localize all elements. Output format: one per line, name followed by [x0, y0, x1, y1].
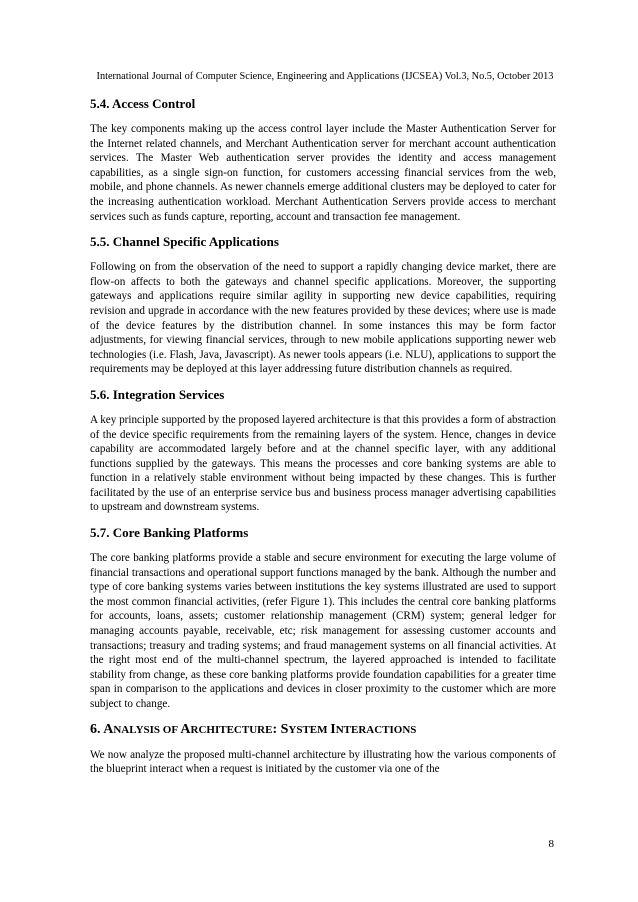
major-section-paragraph: We now analyze the proposed multi-channel architecture by illustrating how the various components of the blueprint interact when a request is initiated by the customer via one of the — [90, 748, 556, 776]
major-section-heading — [90, 722, 556, 738]
page-content — [90, 96, 556, 787]
running-header: International Journal of Computer Science, Engineering and Applications (IJCSEA) Vol.3, No.5, October 2013 — [96, 71, 554, 82]
section-paragraph-integration-services: A key principle supported by the proposed layered architecture is that this provides a form of abstraction of the device specific requirements from the remaining layers of the system. Hence, changes in device capability are accommodated largely before and at the channel specific layer, with any additional functions supplied by the gateways. This means the processes and core banking systems are able to function in a relatively stable environment without being impacted by these changes. This is further facilitated by the use of an enterprise service bus and business process manager advertising capabilities to upstream and downstream systems. — [90, 413, 556, 514]
section-paragraph-access-control: The key components making up the access control layer include the Master Authentication Server for the Internet related channels, and Merchant Authentication server for merchant account authentication services. The Master Web authentication server provides the identity and access management capabilities, as a single sign-on function, for customers accessing financial services from the web, mobile, and phone channels. As newer channels emerge additional clusters may be deployed to cater for the increasing authentication workload. Merchant Authentication Servers provide access to merchant services such as funds capture, reporting, account and transaction fee management. — [90, 123, 556, 223]
heading-rest-4: NTERACTIONS — [335, 723, 417, 736]
section-heading-channel-specific-applications: 5.5. Channel Specific Applications — [90, 234, 279, 250]
heading-cap-2: A — [180, 721, 191, 737]
section-heading-integration-services: 5.6. Integration Services — [90, 386, 225, 402]
major-section-number: 6. — [90, 721, 104, 737]
heading-cap-3: : S — [272, 721, 289, 737]
section-paragraph-channel-specific-applications: Following on from the observation of the need to support a rapidly changing device market, there are flow-on affects to both the gateways and channel specific applications. Moreover, the supporting gateways and applications require similar agility in supporting new device capabilities, requiring revision and upgrade in accordance with the new features provided by these devices; where use is made of the device features by the distribution channel. In some instances this may be form factor adjustments, for viewing financial services, through to new mobile applications supporting newer web technologies (i.e. Flash, Java, Javascript). As newer tools appears (i.e. NLU), applications to support the requirements may be deployed at this layer addressing future distribution channels as required. — [90, 261, 556, 376]
heading-rest-1: NALYSIS OF — [113, 723, 181, 736]
page-number: 8 — [548, 838, 554, 850]
section-paragraph-core-banking-platforms: The core banking platforms provide a stable and secure environment for executing the large volume of financial transactions and operational support functions managed by the bank. Although the number and type of core banking systems varies between institutions the key systems illustrated are used to support the most common financial activities, (refer Figure 1). This includes the central core banking platforms for accounts, loans, assets; customer relationship management (CRM) system; general ledger for managing accounts payable, receivable, etc; risk management for assessing customer accounts and transactions; treasury and trading systems; and fraud management systems on all financial activities. At the right most end of the multi-channel spectrum, the layered approached is intended to facilitate stability from change, as these core banking platforms provide foundation capabilities for a greater time span in comparison to the applications and devices in closer proximity to the customer which are more subject to change. — [90, 552, 556, 710]
heading-cap-1: A — [103, 721, 114, 737]
section-heading-access-control: 5.4. Access Control — [90, 96, 196, 111]
heading-cap-4: I — [330, 721, 336, 737]
section-heading-core-banking-platforms: 5.7. Core Banking Platforms — [90, 525, 249, 541]
heading-rest-2: RCHITECTURE — [190, 723, 273, 736]
heading-rest-3: YSTEM — [288, 723, 331, 736]
